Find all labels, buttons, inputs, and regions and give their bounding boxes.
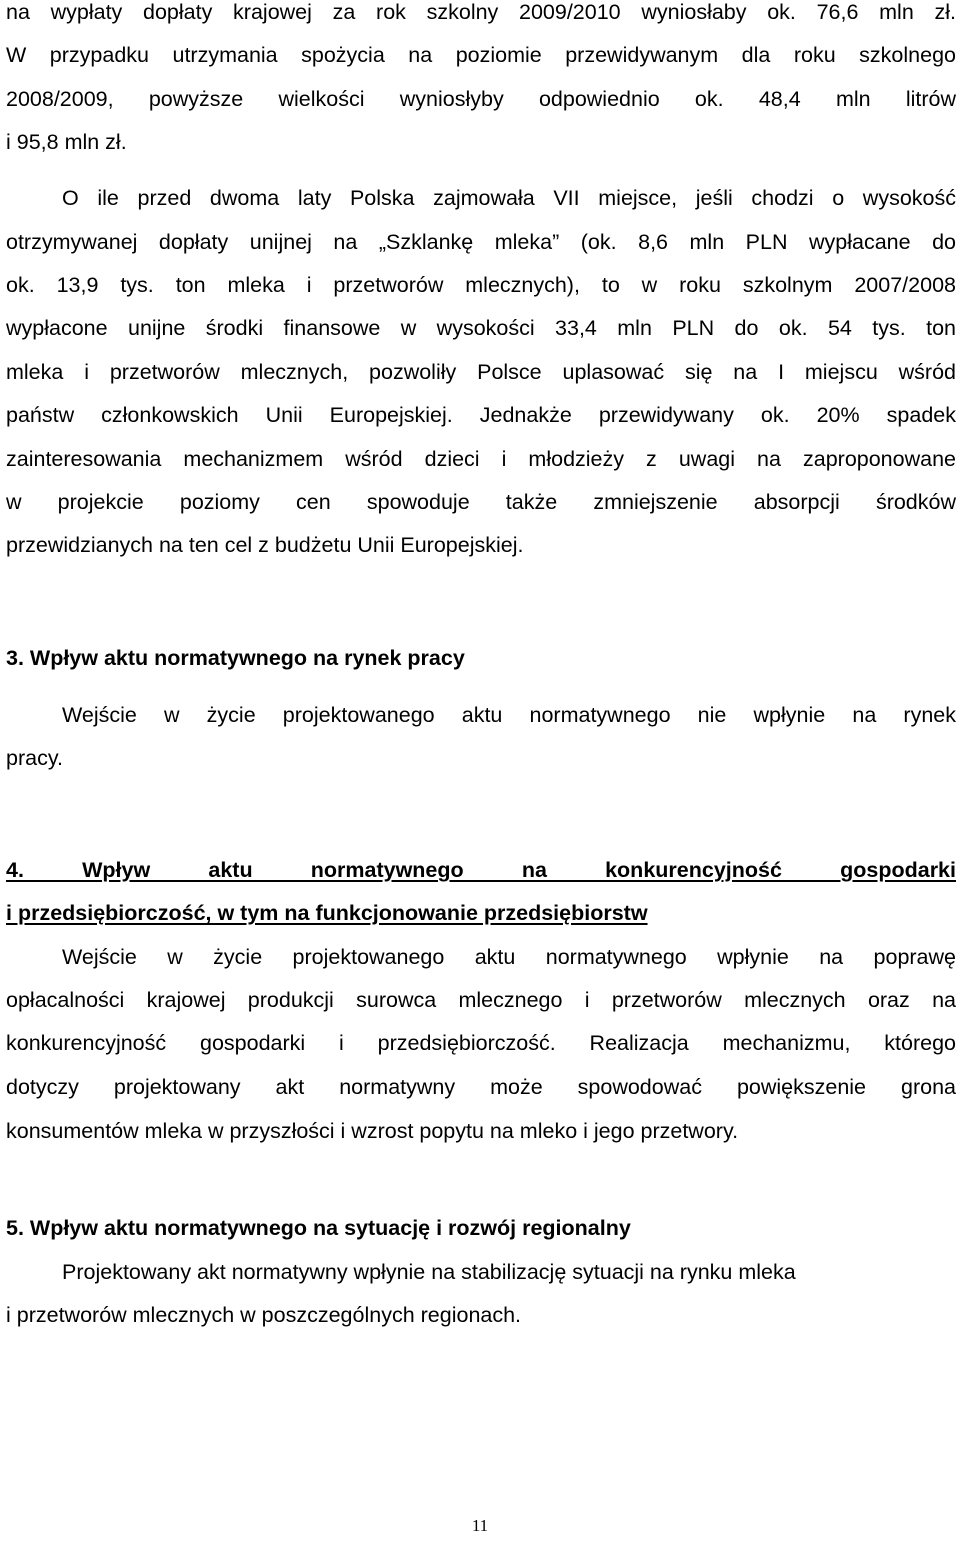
text-line: dotyczy projektowany akt normatywny może spowodować powiększenie grona xyxy=(6,1075,956,1099)
section-heading: 4. Wpływ aktu normatywnego na konkurencyjność gospodarki xyxy=(6,858,956,882)
text-line: Wejście w życie projektowanego aktu normatywnego nie wpłynie na rynek xyxy=(62,703,956,727)
text-line: mleka i przetworów mlecznych, pozwoliły Polsce uplasować się na I miejscu wśród xyxy=(6,360,956,384)
text-line: 2008/2009, powyższe wielkości wyniosłyby odpowiednio ok. 48,4 mln litrów xyxy=(6,87,956,111)
text-line: na wypłaty dopłaty krajowej za rok szkolny 2009/2010 wyniosłaby ok. 76,6 mln zł. xyxy=(6,0,956,24)
page-number: 11 xyxy=(471,1516,489,1535)
text-line: konkurencyjność gospodarki i przedsiębiorczość. Realizacja mechanizmu, którego xyxy=(6,1031,956,1055)
text-line: opłacalności krajowej produkcji surowca mlecznego i przetworów mlecznych oraz na xyxy=(6,988,956,1012)
text-line: państw członkowskich Unii Europejskiej. Jednakże przewidywany ok. 20% spadek xyxy=(6,403,956,427)
text-line: konsumentów mleka w przyszłości i wzrost popytu na mleko i jego przetwory. xyxy=(6,1119,739,1143)
text-line: w projekcie poziomy cen spowoduje także zmniejszenie absorpcji środków xyxy=(6,490,956,514)
section-heading: 5. Wpływ aktu normatywnego na sytuację i rozwój regionalny xyxy=(6,1216,631,1240)
text-line: i przetworów mlecznych w poszczególnych regionach. xyxy=(6,1303,522,1327)
text-line: zainteresowania mechanizmem wśród dzieci i młodzieży z uwagi na zaproponowane xyxy=(6,447,956,471)
text-line: przewidzianych na ten cel z budżetu Unii Europejskiej. xyxy=(6,533,524,557)
text-line: ok. 13,9 tys. ton mleka i przetworów mlecznych), to w roku szkolnym 2007/2008 xyxy=(6,273,956,297)
text-line: Projektowany akt normatywny wpłynie na stabilizację sytuacji na rynku mleka xyxy=(62,1260,796,1284)
text-line: wypłacone unijne środki finansowe w wysokości 33,4 mln PLN do ok. 54 tys. ton xyxy=(6,316,956,340)
text-line: O ile przed dwoma laty Polska zajmowała VII miejsce, jeśli chodzi o wysokość xyxy=(62,186,956,210)
section-heading: 3. Wpływ aktu normatywnego na rynek pracy xyxy=(6,646,465,670)
text-line: pracy. xyxy=(6,746,63,770)
text-line: Wejście w życie projektowanego aktu normatywnego wpłynie na poprawę xyxy=(62,945,956,969)
text-line: i 95,8 mln zł. xyxy=(6,130,127,154)
text-line: otrzymywanej dopłaty unijnej na „Szklankę mleka” (ok. 8,6 mln PLN wypłacane do xyxy=(6,230,956,254)
text-line: W przypadku utrzymania spożycia na poziomie przewidywanym dla roku szkolnego xyxy=(6,43,956,67)
section-heading: i przedsiębiorczość, w tym na funkcjonowanie przedsiębiorstw xyxy=(6,901,648,925)
